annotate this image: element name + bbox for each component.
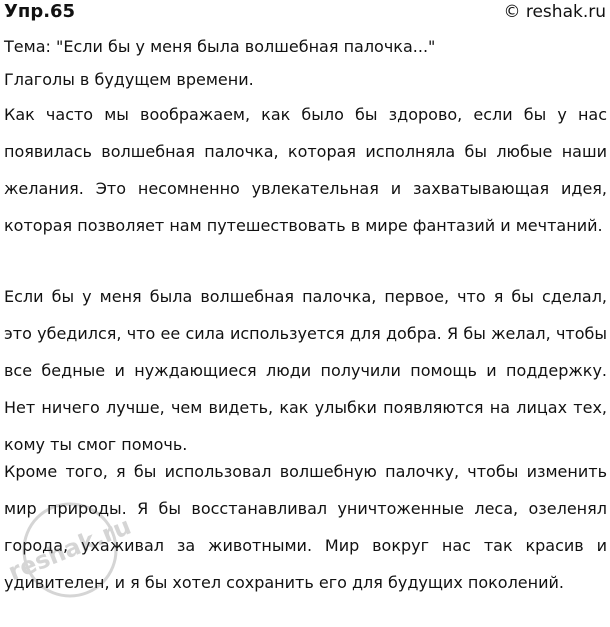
site-credit: © reshak.ru bbox=[503, 2, 606, 22]
watermark-text: reshak.ru bbox=[4, 511, 135, 587]
paragraph-3: Кроме того, я бы использовал волшебную палочку, чтобы изменить мир природы. Я бы восстанавливал уничтоженные леса, озеленял города, ухаживал за животными. Мир вокруг нас так красив и удивителен, и я бы хотел сохранить его для будущих поколений. bbox=[4, 462, 607, 592]
paragraph-2: Если бы у меня была волшебная палочка, первое, что я бы сделал, это убедился, что ее сила используется для добра. Я бы желал, чтобы все бедные и нуждающиеся люди получили помощь и поддержку. Нет ничего лучше, чем видеть, как улыбки появляются на лицах тех, кому ты смог помочь. bbox=[4, 287, 607, 454]
exercise-title: Упр.65 bbox=[4, 1, 76, 22]
paragraph-1: Как часто мы воображаем, как было бы здорово, если бы у нас появилась волшебная палочка, которая исполняла бы любые наши желания. Это несомненно увлекательная и захватывающая идея, которая позволяет нам путешествовать в мире фантазий и мечтаний. bbox=[4, 105, 607, 235]
subtitle-line: Глаголы в будущем времени. bbox=[4, 70, 254, 89]
header bbox=[4, 0, 606, 26]
topic-line: Тема: "Если бы у меня была волшебная палочка..." bbox=[4, 37, 436, 56]
